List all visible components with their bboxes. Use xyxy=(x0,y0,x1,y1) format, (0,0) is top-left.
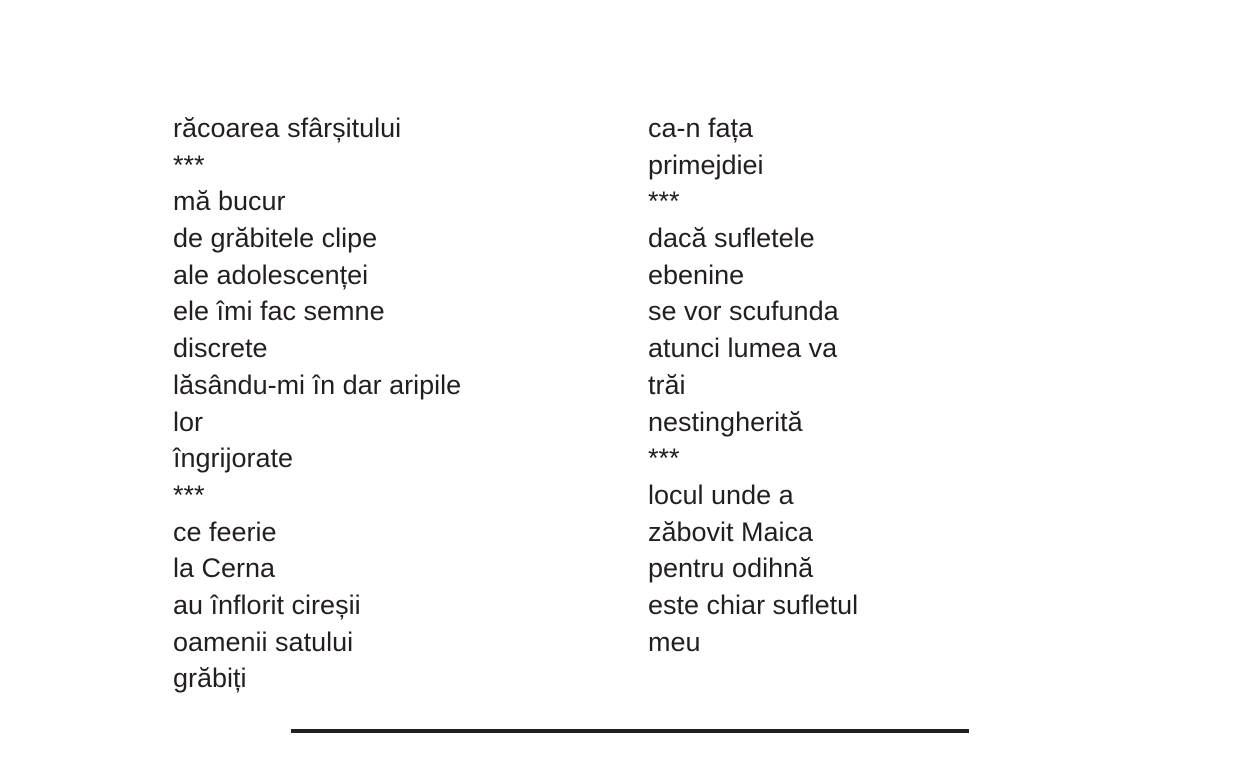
poem-line: ca-n fața xyxy=(648,113,754,143)
poem-line: primejdiei xyxy=(648,149,764,180)
poem-right-column xyxy=(648,110,858,660)
poem-line: este chiar sufletul xyxy=(648,589,859,620)
poem-line: dacă sufletele xyxy=(648,223,815,254)
poem-line: ebenine xyxy=(648,259,745,290)
poem-line: lăsându-mi în dar aripile xyxy=(173,369,462,400)
poem-left-column xyxy=(173,110,461,697)
poem-line: trăi xyxy=(648,369,686,400)
poem-line: lor xyxy=(173,406,204,437)
poem-line: ele îmi fac semne xyxy=(173,296,385,327)
poem-line: grăbiți xyxy=(173,663,247,694)
poem-line: meu xyxy=(648,626,701,657)
poem-line: se vor scufunda xyxy=(648,296,839,327)
poem-line: zăbovit Maica xyxy=(648,516,814,547)
poem-line: atunci lumea va xyxy=(648,333,838,364)
bottom-divider-rule xyxy=(291,729,969,733)
stanza-separator: *** xyxy=(173,479,205,510)
poem-line: la Cerna xyxy=(173,553,276,584)
poem-line: îngrijorate xyxy=(173,443,294,474)
poem-line: discrete xyxy=(173,333,268,364)
poem-line: pentru odihnă xyxy=(648,553,814,584)
stanza-separator: *** xyxy=(648,443,680,474)
poem-line: de grăbitele clipe xyxy=(173,223,378,254)
stanza-separator: *** xyxy=(648,186,680,217)
poem-line: ce feerie xyxy=(173,516,277,547)
poem-line: oamenii satului xyxy=(173,626,354,657)
stanza-separator: *** xyxy=(173,149,205,180)
poem-line: nestingherită xyxy=(648,406,803,437)
poem-line: mă bucur xyxy=(173,186,286,217)
poem-line: locul unde a xyxy=(648,479,794,510)
poem-line: ale adolescenței xyxy=(173,259,369,290)
poem-line: răcoarea sfârșitului xyxy=(173,113,402,143)
poem-line: au înflorit cireșii xyxy=(173,589,361,620)
